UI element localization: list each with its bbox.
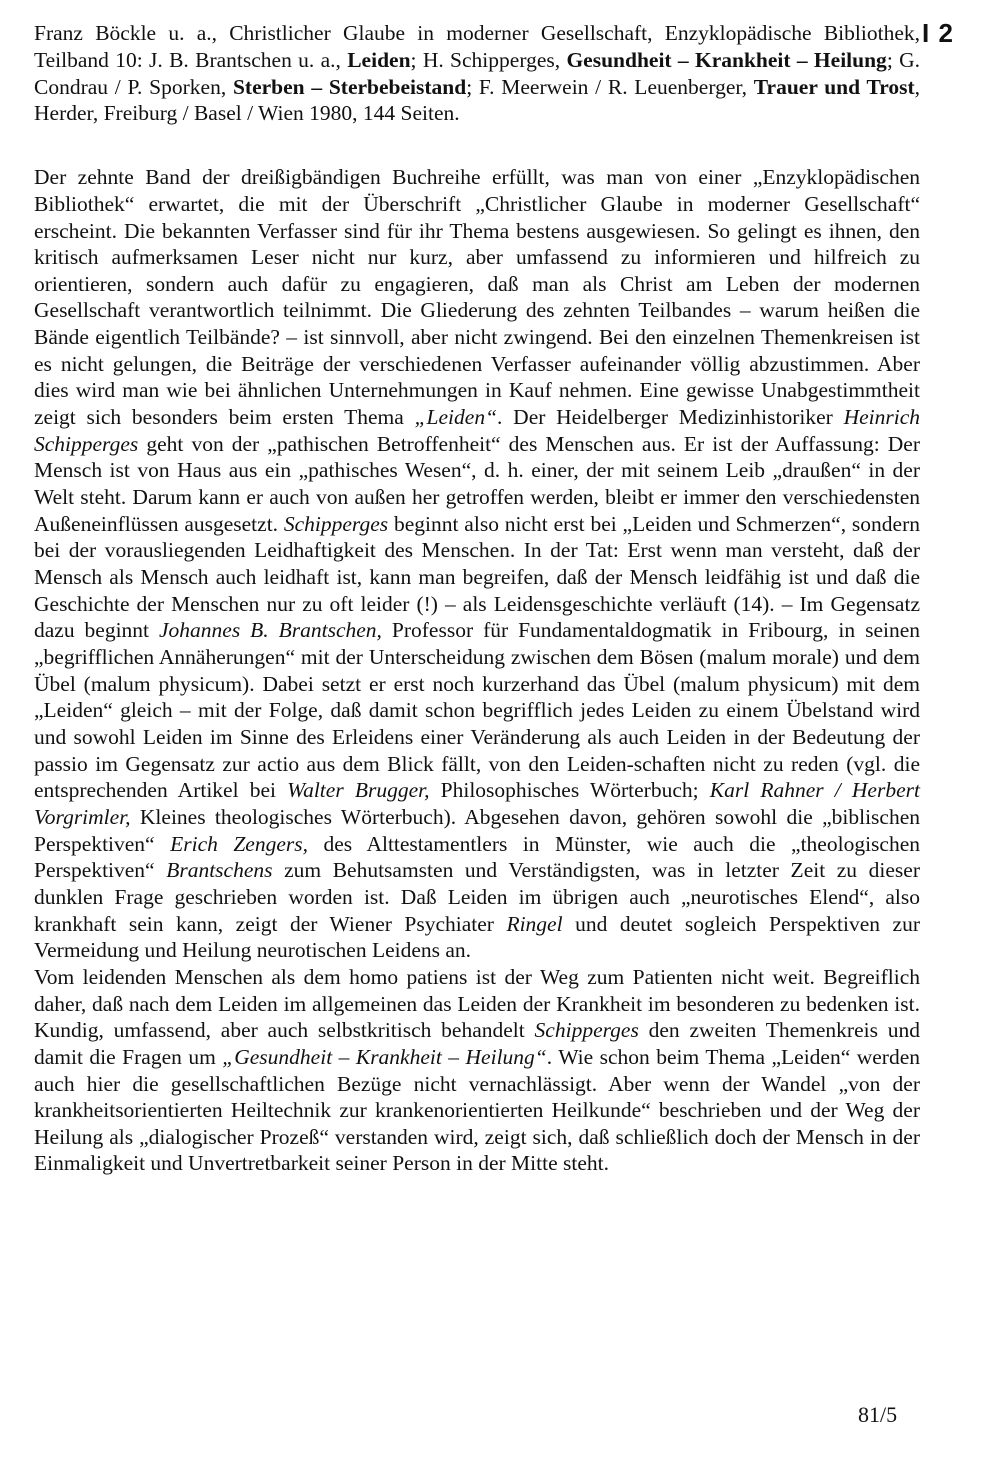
citation-topic-sterben: Sterben – Sterbebeistand xyxy=(232,74,467,99)
italic-text: Schipperges xyxy=(283,511,389,536)
citation-text: ; G. Condrau / P. Sporken, xyxy=(34,47,921,99)
citation-topic-gesundheit: Gesundheit – Krankheit – Heilung xyxy=(566,47,887,72)
paragraph-text: Vom leidenden Menschen als dem homo patiens ist der Weg zum Patienten nicht weit. Begreiflich daher, daß nach dem Leiden im allgemeinen das Leiden der Krankheit im besonderen zu bedenken ist. Kundig, umfassend, aber auch selbstkritisch behandelt xyxy=(34,964,920,1043)
review-paragraph-2 xyxy=(34,964,920,1177)
paragraph-text: und deutet sogleich Perspektiven zur Vermeidung und Heilung neurotischen Leidens an. xyxy=(34,911,920,963)
italic-text: Walter Brugger, xyxy=(287,778,430,803)
italic-text: Ringel xyxy=(506,911,563,936)
citation-text: , Herder, Freiburg / Basel / Wien 1980, 144 Seiten. xyxy=(34,74,920,126)
paragraph-text: den zweiten Themenkreis und damit die Fragen um xyxy=(34,1018,920,1069)
paragraph-text: Kleines theologisches Wörterbuch). Abgesehen davon, gehören sowohl die „biblischen Perspektiven“ xyxy=(34,804,920,856)
review-page xyxy=(34,20,920,1177)
italic-text: „Gesundheit – Krankheit – Heilung“ xyxy=(222,1044,547,1069)
paragraph-text: . Der Heidelberger Medizinhistoriker xyxy=(497,405,844,430)
paragraph-text: des Alttestamentlers in Münster, wie auch die „theologischen Perspektiven“ xyxy=(34,831,920,883)
paragraph-text: zum Behutsamsten und Verständigsten, was in letzter Zeit zu dieser dunklen Frage geschrieben worden ist. Daß Leiden im übrigen auch „neurotisches Elend“, also krankhaft sein kann, zeigt der Wiener Psychiater xyxy=(34,858,920,936)
paragraph-text: geht von der „pathischen Betroffenheit“ des Menschen aus. Er ist der Auffassung: Der Mensch ist von Haus aus ein „pathisches Wesen“, d. h. einer, der mit seinem Leib „draußen“ in der Welt steht. Darum kann er auch von außen her getroffen werden, bleibt er immer den verschiedensten Außeneinflüssen ausgesetzt. xyxy=(34,431,920,536)
italic-text: Schipperges xyxy=(534,1018,639,1043)
book-citation xyxy=(34,20,920,127)
paragraph-text: Professor für Fundamentaldogmatik in Fribourg, in seinen „begrifflichen Annäherungen“ mit der Unterscheidung zwischen dem Bösen (malum morale) und dem Übel (malum physicum). Dabei setzt er erst noch kurzerhand das Übel (malum physicum) mit dem „Leiden“ gleich – mit der Folge, daß damit schon begrifflich jedes Leiden zu einem Übelstand wird und sowohl Leiden im Sinne des Erleidens einer Veränderung als auch Leiden in der Bedeutung der passio im Gegensatz zur actio aus dem Blick fällt, von den Leiden-schaften nicht zu reden (vgl. die entsprechenden Artikel bei xyxy=(34,618,920,803)
italic-text: Karl Rahner / Herbert Vorgrimler, xyxy=(34,778,920,829)
citation-topic-leiden: Leiden xyxy=(347,47,411,72)
citation-text: ; H. Schipperges, xyxy=(410,47,567,72)
italic-text: Johannes B. Brantschen, xyxy=(159,618,382,643)
italic-text: Erich Zengers, xyxy=(170,831,308,856)
italic-text: Heinrich Schipperges xyxy=(34,405,920,456)
citation-text: Franz Böckle u. a., Christlicher Glaube in moderner Gesellschaft, Enzyklopädische Bibliothek, Teilband 10: J. B. Brantschen u. a., xyxy=(34,21,920,72)
paragraph-text: Der zehnte Band der dreißigbändigen Buchreihe erfüllt, was man von einer „Enzyklopädischen Bibliothek“ erwartet, die mit der Überschrift „Christlicher Glaube in moderner Gesellschaft“ erscheint. Die bekannten Verfasser sind für ihr Thema bestens ausgewiesen. So gelingt es ihnen, den kritisch aufmerksamen Leser nicht nur kurz, aber umfassend zu informieren und hilfreich zu orientieren, sondern auch dafür zu engagieren, daß man als Christ am Leben der modernen Gesellschaft verantwortlich teilnimmt. Die Gliederung des zehnten Teilbandes – warum heißen die Bände eigentlich Teilbände? – ist sinnvoll, aber nicht zwingend. Bei den einzelnen Themenkreisen ist es nicht gelungen, die Beiträge der verschiedenen Verfasser aufeinander völlig abzustimmen. Aber dies wird man wie bei ähnlichen Unternehmungen in Kauf nehmen. Eine gewisse Unabgestimmtheit zeigt sich besonders beim ersten Thema xyxy=(34,165,920,430)
citation-text: ; F. Meerwein / R. Leuenberger, xyxy=(466,74,754,99)
review-paragraph-1 xyxy=(34,164,920,964)
paragraph-text: Philosophisches Wörterbuch; xyxy=(429,778,710,803)
paragraph-text: . Wie schon beim Thema „Leiden“ werden auch hier die gesellschaftlichen Bezüge nicht vernachlässigt. Aber wenn der Wandel „von der krankheitsorientierten Heiltechnik zur krankenorientierten Heilkunde“ beschrieben und der Weg der Heilung als „dialogischer Prozeß“ verstanden wird, zeigt sich, daß schließlich doch der Mensch in der Einmaligkeit und Unvertretbarkeit seiner Person in der Mitte steht. xyxy=(34,1044,920,1176)
italic-text: „Leiden“ xyxy=(414,405,498,430)
italic-text: Brantschens xyxy=(166,858,273,883)
paragraph-text: beginnt also nicht erst bei „Leiden und Schmerzen“, sondern bei der vorausliegenden Leidhaftigkeit des Menschen. In der Tat: Erst wenn man versteht, daß der Mensch als Mensch auch leidhaft ist, kann man begreifen, daß der Mensch leidfähig ist und daß die Geschichte der Menschen nur zu oft leider (!) – als Leidensgeschichte verläuft (14). – Im Gegensatz dazu beginnt xyxy=(34,511,920,643)
section-marker: I 2 xyxy=(922,18,954,48)
citation-topic-trauer: Trauer und Trost xyxy=(753,74,915,99)
page-number: 81/5 xyxy=(858,1402,898,1427)
